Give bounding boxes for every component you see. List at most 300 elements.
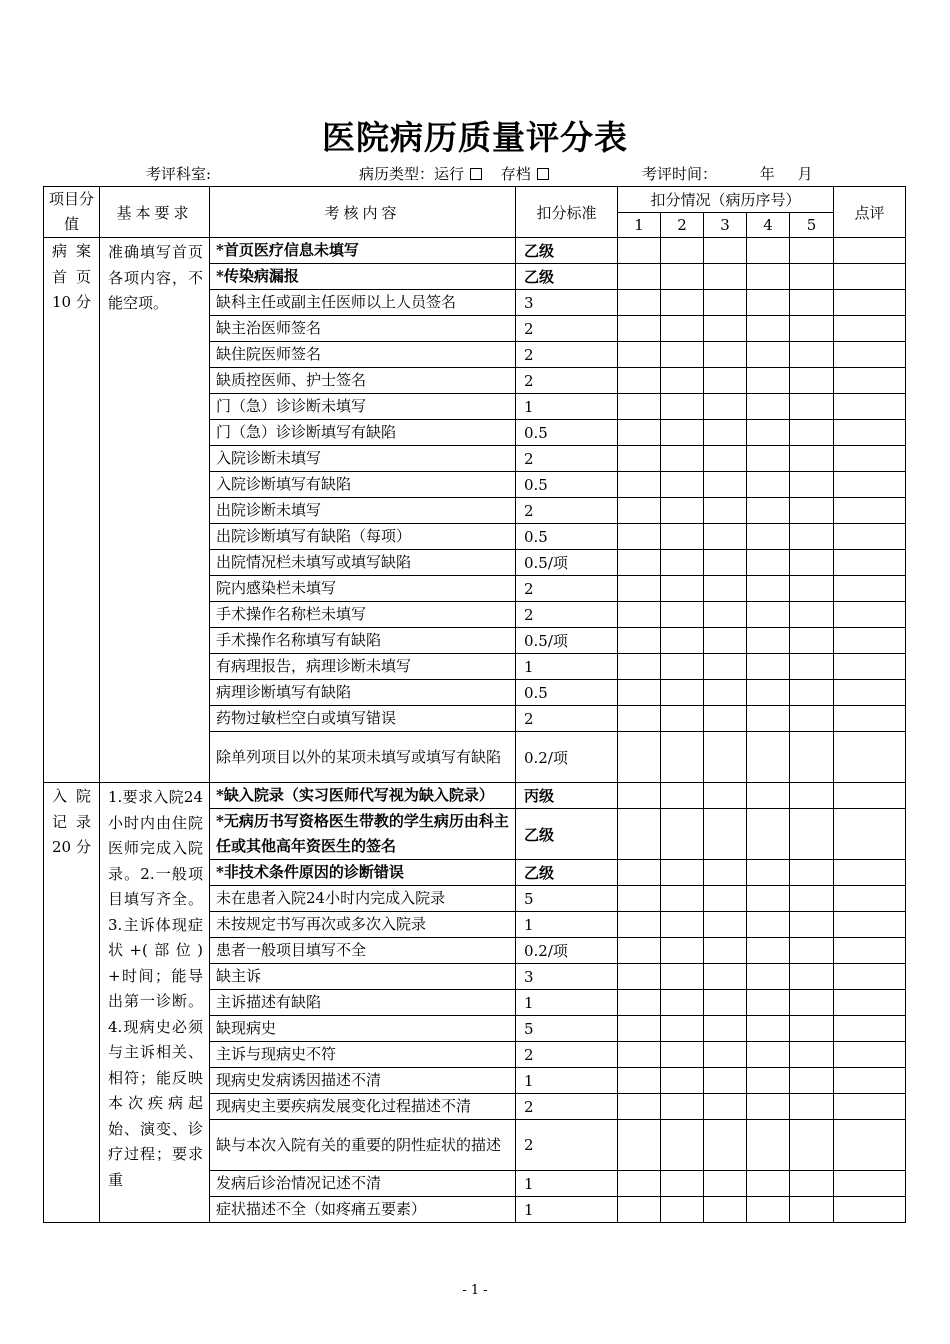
score-cell-2[interactable] [661,524,704,550]
comment-cell[interactable] [834,990,906,1016]
score-cell-5[interactable] [790,912,834,938]
comment-cell[interactable] [834,524,906,550]
score-cell-2[interactable] [661,1016,704,1042]
assessment-item: 缺住院医师签名 [210,342,516,368]
score-cell-4[interactable] [747,680,790,706]
header-seq-1: 1 [618,213,661,238]
score-cell-3[interactable] [704,938,747,964]
score-cell-5[interactable] [790,1042,834,1068]
deduction-standard: 0.5 [516,420,618,446]
assessment-item: 发病后诊治情况记述不清 [210,1171,516,1197]
score-cell-1[interactable] [618,316,661,342]
score-cell-3[interactable] [704,1016,747,1042]
score-cell-4[interactable] [747,446,790,472]
header-content: 考核内容 [210,187,516,238]
deduction-standard: 0.5 [516,524,618,550]
comment-cell[interactable] [834,290,906,316]
score-cell-4[interactable] [747,860,790,886]
score-cell-2[interactable] [661,394,704,420]
score-cell-1[interactable] [618,732,661,783]
score-cell-4[interactable] [747,1197,790,1223]
deduction-standard: 0.5/项 [516,628,618,654]
archive-label: 存档 [500,165,531,183]
score-cell-1[interactable] [618,264,661,290]
score-cell-5[interactable] [790,550,834,576]
comment-cell[interactable] [834,732,906,783]
deduction-standard: 1 [516,912,618,938]
deduction-standard: 2 [516,706,618,732]
score-cell-2[interactable] [661,809,704,860]
assessment-item: 患者一般项目填写不全 [210,938,516,964]
dept-label: 考评科室: [146,165,212,183]
score-cell-2[interactable] [661,886,704,912]
score-cell-1[interactable] [618,938,661,964]
comment-cell[interactable] [834,498,906,524]
assessment-item: 缺与本次入院有关的重要的阴性症状的描述 [210,1120,516,1171]
comment-cell[interactable] [834,680,906,706]
score-cell-4[interactable] [747,1042,790,1068]
comment-cell[interactable] [834,1094,906,1120]
score-cell-1[interactable] [618,290,661,316]
score-cell-4[interactable] [747,628,790,654]
score-cell-5[interactable] [790,576,834,602]
score-cell-1[interactable] [618,524,661,550]
assessment-item: 手术操作名称填写有缺陷 [210,628,516,654]
score-cell-5[interactable] [790,680,834,706]
header-standard: 扣分标准 [516,187,618,238]
deduction-standard: 2 [516,498,618,524]
deduction-standard: 2 [516,368,618,394]
score-cell-5[interactable] [790,938,834,964]
score-cell-4[interactable] [747,1094,790,1120]
score-cell-1[interactable] [618,1197,661,1223]
header-deduction: 扣分情况（病历序号） [618,187,834,213]
score-cell-3[interactable] [704,264,747,290]
score-cell-4[interactable] [747,316,790,342]
score-cell-4[interactable] [747,1171,790,1197]
score-cell-5[interactable] [790,1171,834,1197]
score-cell-5[interactable] [790,628,834,654]
score-cell-5[interactable] [790,886,834,912]
comment-cell[interactable] [834,264,906,290]
deduction-standard: 1 [516,394,618,420]
score-cell-5[interactable] [790,1068,834,1094]
score-cell-1[interactable] [618,1042,661,1068]
score-cell-2[interactable] [661,680,704,706]
score-cell-1[interactable] [618,1094,661,1120]
month-label: 月 [797,165,813,183]
header-seq-4: 4 [747,213,790,238]
score-cell-5[interactable] [790,654,834,680]
score-cell-1[interactable] [618,1171,661,1197]
assessment-item: 主诉与现病史不符 [210,1042,516,1068]
score-cell-2[interactable] [661,938,704,964]
score-cell-4[interactable] [747,912,790,938]
score-cell-2[interactable] [661,1171,704,1197]
score-cell-2[interactable] [661,912,704,938]
score-cell-1[interactable] [618,860,661,886]
score-cell-5[interactable] [790,498,834,524]
score-cell-5[interactable] [790,264,834,290]
score-cell-2[interactable] [661,1094,704,1120]
score-cell-2[interactable] [661,860,704,886]
eval-time-label: 考评时间： [642,165,718,183]
assessment-item: 药物过敏栏空白或填写错误 [210,706,516,732]
comment-cell[interactable] [834,394,906,420]
score-cell-3[interactable] [704,602,747,628]
comment-cell[interactable] [834,1197,906,1223]
score-cell-3[interactable] [704,886,747,912]
score-cell-2[interactable] [661,783,704,809]
score-cell-4[interactable] [747,420,790,446]
score-cell-3[interactable] [704,342,747,368]
deduction-standard: 2 [516,602,618,628]
deduction-standard: 1 [516,1197,618,1223]
score-cell-4[interactable] [747,576,790,602]
header-seq-5: 5 [790,213,834,238]
assessment-item: 门（急）诊诊断填写有缺陷 [210,420,516,446]
score-cell-4[interactable] [747,524,790,550]
score-cell-5[interactable] [790,783,834,809]
score-cell-5[interactable] [790,368,834,394]
comment-cell[interactable] [834,938,906,964]
score-cell-3[interactable] [704,238,747,264]
header-seq-3: 3 [704,213,747,238]
deduction-standard: 2 [516,316,618,342]
deduction-standard: 1 [516,654,618,680]
score-cell-3[interactable] [704,680,747,706]
score-cell-3[interactable] [704,912,747,938]
score-cell-5[interactable] [790,316,834,342]
table-row [44,783,906,809]
score-cell-3[interactable] [704,394,747,420]
comment-cell[interactable] [834,238,906,264]
score-cell-4[interactable] [747,938,790,964]
score-cell-4[interactable] [747,886,790,912]
deduction-standard: 5 [516,1016,618,1042]
score-cell-2[interactable] [661,238,704,264]
archive-checkbox[interactable] [537,168,549,180]
record-type-field [359,163,549,184]
assessment-item: 缺主治医师签名 [210,316,516,342]
score-cell-2[interactable] [661,576,704,602]
deduction-standard: 0.5 [516,472,618,498]
score-cell-1[interactable] [618,498,661,524]
score-cell-1[interactable] [618,602,661,628]
score-cell-2[interactable] [661,706,704,732]
comment-cell[interactable] [834,550,906,576]
assessment-item: 症状描述不全（如疼痛五要素） [210,1197,516,1223]
score-cell-5[interactable] [790,706,834,732]
header-seq-2: 2 [661,213,704,238]
assessment-item: *无病历书写资格医生带教的学生病历由科主任或其他高年资医生的签名 [210,809,516,860]
score-cell-3[interactable] [704,1094,747,1120]
comment-cell[interactable] [834,576,906,602]
section-category [44,783,100,1223]
score-cell-4[interactable] [747,1068,790,1094]
score-cell-4[interactable] [747,394,790,420]
score-cell-1[interactable] [618,809,661,860]
score-cell-4[interactable] [747,654,790,680]
deduction-standard: 1 [516,990,618,1016]
running-checkbox[interactable] [470,168,482,180]
score-cell-3[interactable] [704,290,747,316]
assessment-item: 有病理报告，病理诊断未填写 [210,654,516,680]
comment-cell[interactable] [834,602,906,628]
score-cell-1[interactable] [618,238,661,264]
score-cell-3[interactable] [704,498,747,524]
comment-cell[interactable] [834,342,906,368]
score-cell-4[interactable] [747,783,790,809]
assessment-item: 未按规定书写再次或多次入院录 [210,912,516,938]
score-cell-2[interactable] [661,264,704,290]
score-cell-3[interactable] [704,860,747,886]
score-cell-3[interactable] [704,706,747,732]
score-cell-5[interactable] [790,1120,834,1171]
score-cell-5[interactable] [790,342,834,368]
comment-cell[interactable] [834,316,906,342]
score-cell-1[interactable] [618,1120,661,1171]
score-cell-5[interactable] [790,964,834,990]
score-cell-5[interactable] [790,290,834,316]
comment-cell[interactable] [834,472,906,498]
deduction-standard: 1 [516,1068,618,1094]
score-cell-1[interactable] [618,342,661,368]
assessment-item: 除单列项目以外的某项未填写或填写有缺陷 [210,732,516,783]
score-cell-5[interactable] [790,524,834,550]
assessment-item: 缺科主任或副主任医师以上人员签名 [210,290,516,316]
score-cell-3[interactable] [704,576,747,602]
score-cell-1[interactable] [618,886,661,912]
score-cell-2[interactable] [661,1197,704,1223]
comment-cell[interactable] [834,654,906,680]
comment-cell[interactable] [834,1016,906,1042]
score-cell-3[interactable] [704,524,747,550]
score-cell-2[interactable] [661,472,704,498]
score-cell-1[interactable] [618,990,661,1016]
comment-cell[interactable] [834,368,906,394]
score-cell-5[interactable] [790,446,834,472]
score-cell-2[interactable] [661,368,704,394]
comment-cell[interactable] [834,1042,906,1068]
score-cell-3[interactable] [704,783,747,809]
score-cell-3[interactable] [704,1120,747,1171]
score-cell-2[interactable] [661,1120,704,1171]
score-cell-3[interactable] [704,990,747,1016]
score-cell-1[interactable] [618,628,661,654]
deduction-standard: 乙级 [516,809,618,860]
comment-cell[interactable] [834,1120,906,1171]
score-cell-1[interactable] [618,472,661,498]
deduction-standard: 2 [516,1120,618,1171]
score-cell-4[interactable] [747,264,790,290]
score-cell-3[interactable] [704,316,747,342]
score-cell-4[interactable] [747,1016,790,1042]
deduction-standard: 5 [516,886,618,912]
comment-cell[interactable] [834,628,906,654]
score-cell-2[interactable] [661,628,704,654]
score-cell-1[interactable] [618,576,661,602]
score-cell-1[interactable] [618,706,661,732]
assessment-item: 现病史发病诱因描述不清 [210,1068,516,1094]
assessment-item: 现病史主要疾病发展变化过程描述不清 [210,1094,516,1120]
comment-cell[interactable] [834,706,906,732]
score-cell-5[interactable] [790,860,834,886]
assessment-item: 门（急）诊诊断未填写 [210,394,516,420]
comment-cell[interactable] [834,1068,906,1094]
score-cell-4[interactable] [747,550,790,576]
score-cell-5[interactable] [790,809,834,860]
score-cell-3[interactable] [704,1042,747,1068]
score-cell-1[interactable] [618,1016,661,1042]
score-cell-1[interactable] [618,446,661,472]
score-cell-3[interactable] [704,628,747,654]
score-cell-1[interactable] [618,654,661,680]
deduction-standard: 乙级 [516,264,618,290]
score-cell-2[interactable] [661,732,704,783]
deduction-standard: 乙级 [516,860,618,886]
comment-cell[interactable] [834,886,906,912]
score-cell-1[interactable] [618,368,661,394]
assessment-item: *首页医疗信息未填写 [210,238,516,264]
score-cell-4[interactable] [747,290,790,316]
score-cell-4[interactable] [747,342,790,368]
score-cell-3[interactable] [704,964,747,990]
score-cell-4[interactable] [747,368,790,394]
score-cell-4[interactable] [747,238,790,264]
score-cell-2[interactable] [661,342,704,368]
score-cell-2[interactable] [661,446,704,472]
score-cell-3[interactable] [704,420,747,446]
score-cell-4[interactable] [747,964,790,990]
deduction-standard: 3 [516,290,618,316]
deduction-standard: 0.2/项 [516,938,618,964]
comment-cell[interactable] [834,420,906,446]
score-cell-4[interactable] [747,498,790,524]
score-cell-5[interactable] [790,990,834,1016]
assessment-item: 未在患者入院24小时内完成入院录 [210,886,516,912]
score-cell-3[interactable] [704,550,747,576]
score-cell-1[interactable] [618,550,661,576]
score-cell-2[interactable] [661,550,704,576]
section-category-text: 病案首页10分 [52,242,91,311]
comment-cell[interactable] [834,860,906,886]
score-cell-2[interactable] [661,290,704,316]
score-cell-1[interactable] [618,680,661,706]
score-cell-4[interactable] [747,472,790,498]
deduction-standard: 2 [516,576,618,602]
deduction-standard: 0.5 [516,680,618,706]
score-cell-4[interactable] [747,706,790,732]
score-cell-1[interactable] [618,783,661,809]
assessment-item: *非技术条件原因的诊断错误 [210,860,516,886]
deduction-standard: 0.5/项 [516,550,618,576]
score-cell-2[interactable] [661,420,704,446]
comment-cell[interactable] [834,783,906,809]
table-row [44,238,906,264]
year-label: 年 [759,165,775,183]
comment-cell[interactable] [834,912,906,938]
section-category-text: 入院记录20分 [52,787,91,856]
score-cell-5[interactable] [790,472,834,498]
score-cell-2[interactable] [661,1068,704,1094]
deduction-standard: 0.2/项 [516,732,618,783]
score-cell-5[interactable] [790,1197,834,1223]
deduction-standard: 2 [516,1094,618,1120]
score-cell-2[interactable] [661,316,704,342]
comment-cell[interactable] [834,964,906,990]
score-cell-2[interactable] [661,602,704,628]
assessment-item: *传染病漏报 [210,264,516,290]
score-cell-1[interactable] [618,394,661,420]
score-cell-3[interactable] [704,368,747,394]
comment-cell[interactable] [834,1171,906,1197]
score-cell-1[interactable] [618,420,661,446]
score-cell-5[interactable] [790,732,834,783]
score-cell-3[interactable] [704,809,747,860]
comment-cell[interactable] [834,809,906,860]
assessment-item: *缺入院录（实习医师代写视为缺入院录） [210,783,516,809]
score-cell-4[interactable] [747,990,790,1016]
score-cell-4[interactable] [747,1120,790,1171]
assessment-item: 缺主诉 [210,964,516,990]
score-cell-5[interactable] [790,1016,834,1042]
score-cell-3[interactable] [704,446,747,472]
score-cell-5[interactable] [790,602,834,628]
assessment-item: 病理诊断填写有缺陷 [210,680,516,706]
score-cell-2[interactable] [661,990,704,1016]
score-cell-3[interactable] [704,1068,747,1094]
page-title: 医院病历质量评分表 [322,118,628,157]
score-cell-3[interactable] [704,654,747,680]
score-cell-1[interactable] [618,912,661,938]
deduction-standard: 丙级 [516,783,618,809]
assessment-item: 手术操作名称栏未填写 [210,602,516,628]
page-number: - 1 - [462,1283,488,1298]
score-cell-3[interactable] [704,1197,747,1223]
score-cell-1[interactable] [618,964,661,990]
score-cell-2[interactable] [661,498,704,524]
score-cell-4[interactable] [747,809,790,860]
score-cell-1[interactable] [618,1068,661,1094]
score-cell-3[interactable] [704,732,747,783]
score-cell-2[interactable] [661,1042,704,1068]
score-cell-3[interactable] [704,1171,747,1197]
deduction-standard: 2 [516,1042,618,1068]
score-cell-2[interactable] [661,964,704,990]
assessment-item: 主诉描述有缺陷 [210,990,516,1016]
score-cell-5[interactable] [790,1094,834,1120]
score-cell-5[interactable] [790,394,834,420]
score-cell-5[interactable] [790,238,834,264]
assessment-item: 入院诊断填写有缺陷 [210,472,516,498]
deduction-standard: 2 [516,446,618,472]
score-cell-2[interactable] [661,654,704,680]
deduction-standard: 乙级 [516,238,618,264]
score-table [43,186,906,1223]
record-type-label: 病历类型：运行 [359,165,465,183]
section-category [44,238,100,783]
header-category: 项目分值 [44,187,100,238]
score-cell-3[interactable] [704,472,747,498]
score-cell-4[interactable] [747,732,790,783]
score-cell-4[interactable] [747,602,790,628]
deduction-standard: 1 [516,1171,618,1197]
comment-cell[interactable] [834,446,906,472]
section-requirement: 1.要求入院24小时内由住院医师完成入院录。2.一般项目填写齐全。3.主诉体现症状+(部位)+时间；能导出第一诊断。4.现病史必须与主诉相关、相符；能反映本次疾病起始、演变、诊疗过程；要求重 [100,783,210,1223]
score-cell-5[interactable] [790,420,834,446]
section-requirement: 准确填写首页各项内容，不能空项。 [100,238,210,783]
